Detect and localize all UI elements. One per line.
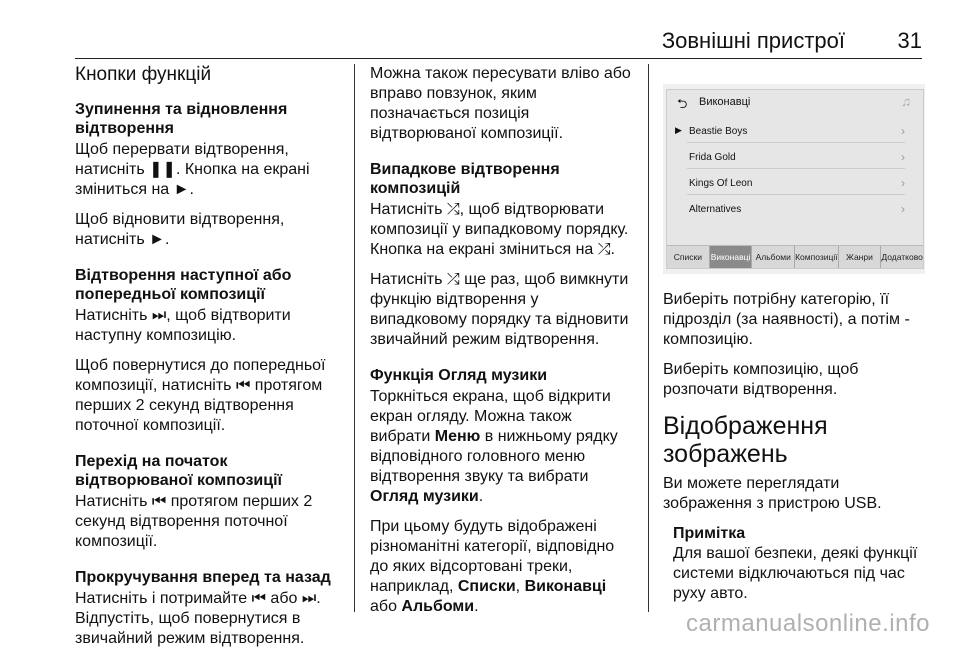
text-run: або: [370, 598, 402, 615]
tab-genres[interactable]: Жанри: [839, 246, 882, 268]
column-1: [75, 64, 345, 659]
section-title: Зовнішні пристрої: [661, 28, 845, 53]
list-item-label: Beastie Boys: [689, 126, 748, 137]
subheading: Функція Огляд музики: [370, 367, 548, 384]
paragraph: Можна також пересувати вліво або вправо повзунок, яким позначається позиція відтворюваної композиції.: [370, 65, 631, 142]
text-run: ,: [515, 578, 525, 595]
paragraph: Виберіть потрібну категорію, її підрозділ (за наявності), а потім - композицію.: [663, 291, 910, 348]
list-item-label: Frida Gold: [689, 152, 736, 163]
column-3: [663, 290, 925, 614]
paragraph: Щоб перервати відтворення, натисніть ❚❚. Кнопка на екрані зміниться на ►.: [75, 141, 310, 198]
paragraph: [370, 517, 635, 617]
paragraph: Ви можете переглядати зображення з пристрою USB.: [663, 475, 882, 512]
list-item[interactable]: [675, 120, 905, 143]
tab-albums[interactable]: Альбоми: [752, 246, 795, 268]
paragraph: Щоб повернутися до попередньої композиції, натисніть ⏮ протягом перших 2 секунд відтворення поточної композиції.: [75, 357, 326, 434]
paragraph: [370, 387, 635, 507]
paragraph: Натисніть ⤮, щоб відтворювати композиції у випадковому порядку. Кнопка на екрані зміниться на ⤮.: [370, 201, 629, 258]
tab-more[interactable]: Додатково: [881, 252, 923, 262]
music-note-icon: ♫: [901, 94, 911, 109]
menu-term: Огляд музики: [370, 488, 479, 505]
note-title: Примітка: [673, 525, 746, 542]
menu-term: Альбоми: [401, 598, 475, 615]
screen-title: Виконавці: [699, 96, 751, 108]
text-run: Торкніться екрана, щоб відкрити екран огляду. Можна також вибрати: [370, 388, 611, 445]
section-heading: Відображення зображень: [663, 412, 828, 468]
chevron-right-icon: ›: [901, 150, 905, 164]
back-icon[interactable]: ⮌: [677, 96, 688, 111]
note-box: [673, 524, 925, 604]
chevron-right-icon: ›: [901, 176, 905, 190]
subheading: Прокручування вперед та назад: [75, 569, 331, 586]
menu-term: Виконавці: [524, 578, 607, 595]
paragraph: Натисніть ⤮ ще раз, щоб вимкнути функцію відтворення у випадковому порядку та відновити звичайний режим відтворення.: [370, 271, 629, 348]
paragraph: Щоб відновити відтворення, натисніть ►.: [75, 211, 285, 248]
list-item[interactable]: [687, 198, 905, 220]
column-divider: [648, 64, 649, 612]
list-item[interactable]: [687, 146, 905, 169]
tab-artists[interactable]: Виконавці: [710, 246, 753, 268]
play-icon: ▶: [675, 125, 682, 135]
list-item-label: Kings Of Leon: [689, 178, 753, 189]
section-heading: Кнопки функцій: [75, 64, 212, 85]
subheading: Зупинення та відновлення відтворення: [75, 101, 288, 137]
note-text: Для вашої безпеки, деякі функції системи відключаються під час руху авто.: [673, 545, 918, 602]
subheading: Випадкове відтворення композицій: [370, 161, 560, 197]
screen-illustration: [663, 84, 925, 274]
chevron-right-icon: ›: [901, 124, 905, 138]
page-number: 31: [897, 28, 922, 53]
tab-lists[interactable]: Списки: [667, 246, 710, 268]
tab-tracks[interactable]: Композиції: [795, 246, 839, 268]
screen-title-bar: [667, 90, 923, 116]
list-item[interactable]: [687, 172, 905, 195]
header-rule: [75, 58, 922, 59]
text-run: .: [474, 598, 479, 615]
watermark: carmanualsonline.info: [686, 610, 930, 637]
screen-tab-bar: [667, 245, 923, 268]
list-item-label: Alternatives: [689, 204, 742, 215]
text-run: в нижньому рядку відповідного головного меню відтворення звуку та вибрати: [370, 428, 618, 485]
subheading: Перехід на початок відтворюваної композиції: [75, 453, 283, 489]
menu-term: Меню: [434, 428, 481, 445]
screen-panel: [666, 89, 924, 269]
column-divider: [354, 64, 355, 612]
paragraph: Виберіть композицію, щоб розпочати відтворення.: [663, 361, 859, 398]
menu-term: Списки: [457, 578, 516, 595]
column-2: [370, 64, 635, 627]
paragraph: Натисніть і потримайте ⏮ або ⏭. Відпустіть, щоб повернутися в звичайний режим відтворення.: [75, 590, 321, 647]
subheading: Відтворення наступної або попередньої композиції: [75, 267, 292, 303]
text-run: При цьому будуть відображені різноманітні категорії, відповідно до яких відсортовані треки, наприклад,: [370, 518, 615, 595]
chevron-right-icon: ›: [901, 202, 905, 216]
paragraph: Натисніть ⏮ протягом перших 2 секунд відтворення поточної композиції.: [75, 493, 313, 550]
paragraph: Натисніть ⏭, щоб відтворити наступну композицію.: [75, 307, 291, 344]
text-run: .: [478, 488, 484, 505]
